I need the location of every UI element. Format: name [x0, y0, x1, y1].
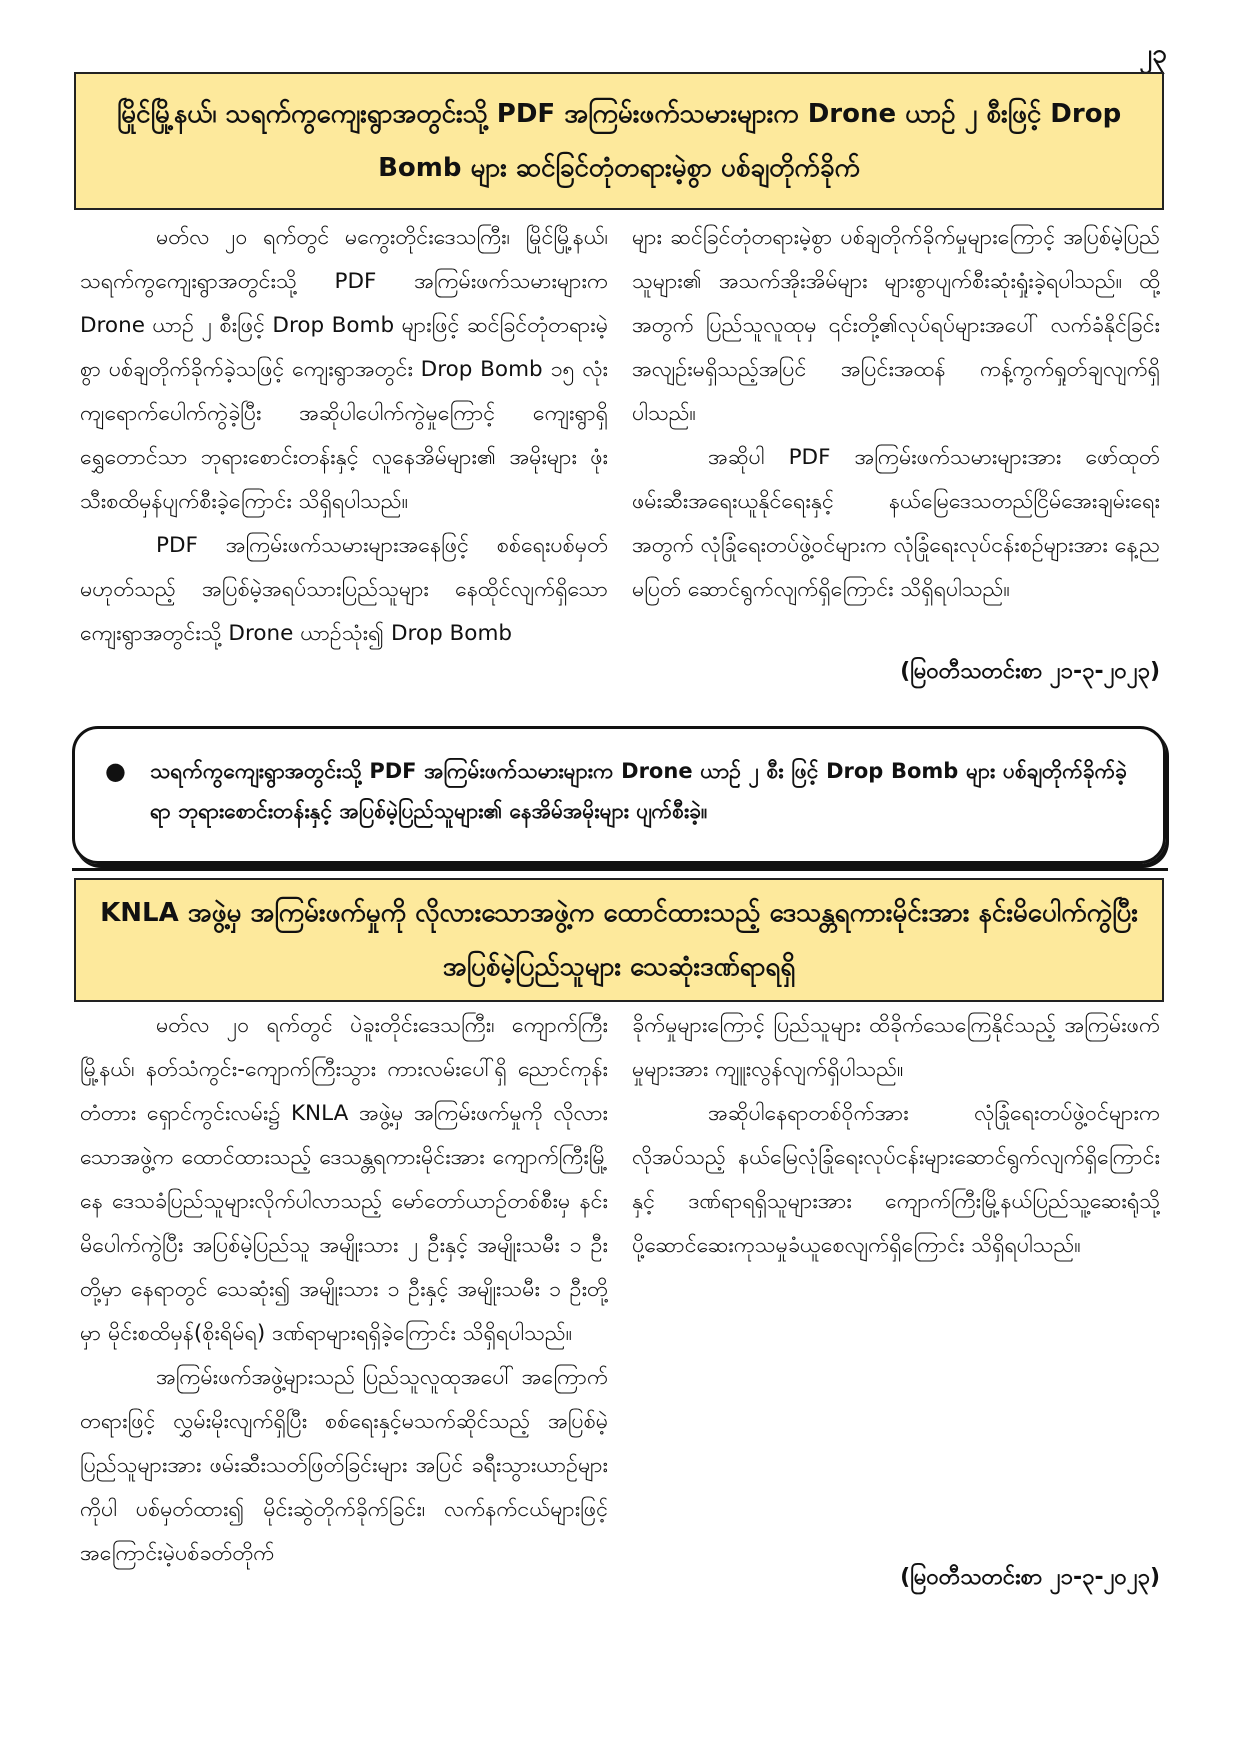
section-divider	[72, 868, 1168, 871]
page-number: ၂၃	[1139, 39, 1167, 69]
summary-box	[72, 726, 1166, 864]
article2-left-column	[80, 1004, 608, 1576]
article1-headline-box	[74, 72, 1164, 210]
article1-source: (မြဝတီသတင်းစာ ၂၁-၃-၂၀၂၃)	[900, 659, 1160, 684]
article2-source: (မြဝတီသတင်းစာ ၂၁-၃-၂၀၂၃)	[900, 1565, 1160, 1590]
article2-right-column	[632, 1004, 1160, 1268]
article2-right-paragraph-2: အဆိုပါနေရာတစ်ဝိုက်အား လုံခြုံရေးတပ်ဖွဲ့ဝင်များက လိုအပ်သည့် နယ်မြေလုံခြုံရေးလုပ်ငန်းများဆောင်ရွက်လျက်ရှိကြောင်းနှင့် ဒဏ်ရာရရှိသူများအား ကျောက်ကြီးမြို့နယ်ပြည်သူ့ဆေးရုံသို့ ပို့ဆောင်ဆေးကုသမှုခံယူစေလျက်ရှိကြောင်း သိရှိရပါသည်။	[632, 1101, 1160, 1258]
article1-left-paragraph-1: မတ်လ ၂၀ ရက်တွင် မကွေးတိုင်းဒေသကြီး၊ မြိုင်မြို့နယ်၊ သရက်ကွကျေးရွာအတွင်းသို့ PDF အကြမ်းဖက်သမားများက Drone ယာဉ် ၂ စီးဖြင့် Drop Bomb များဖြင့် ဆင်ခြင်တုံတရားမဲ့စွာ ပစ်ချတိုက်ခိုက်ခဲ့သဖြင့် ကျေးရွာအတွင်း Drop Bomb ၁၅ လုံး ကျရောက်ပေါက်ကွဲခဲ့ပြီး အဆိုပါပေါက်ကွဲမှုကြောင့် ကျေးရွာရှိ ရွှေတောင်သာ ဘုရားစောင်းတန်းနှင့် လူနေအိမ်များ၏ အမိုးများ ဖုံးသီးစထိမှန်ပျက်စီးခဲ့ကြောင်း သိရှိရပါသည်။	[80, 225, 608, 514]
bullet-icon: ●	[105, 757, 126, 785]
summary-text: သရက်ကွကျေးရွာအတွင်းသို့ PDF အကြမ်းဖက်သမားများက Drone ယာဉ် ၂ စီး ဖြင့် Drop Bomb များ ပစ်ချတိုက်ခိုက်ခဲ့ရာ ဘုရားစောင်းတန်းနှင့် အပြစ်မဲ့ပြည်သူများ၏ နေအိမ်အမိုးများ ပျက်စီးခဲ့။	[149, 759, 1127, 823]
article1-right-column	[632, 216, 1160, 612]
article1-left-paragraph-2: PDF အကြမ်းဖက်သမားများအနေဖြင့် စစ်ရေးပစ်မှတ်မဟုတ်သည့် အပြစ်မဲ့အရပ်သားပြည်သူများ နေထိုင်လျက်ရှိသော ကျေးရွာအတွင်းသို့ Drone ယာဉ်သုံး၍ Drop Bomb	[80, 533, 608, 646]
article2-right-paragraph-1: ခိုက်မှုများကြောင့် ပြည်သူများ ထိခိုက်သေကြေနိုင်သည့် အကြမ်းဖက်မှုများအား ကျူးလွန်လျက်ရှိပါသည်။	[632, 1013, 1160, 1082]
article2-headline-box	[74, 878, 1164, 1002]
article1-left-column	[80, 216, 608, 656]
article2-headline: KNLA အဖွဲ့မှ အကြမ်းဖက်မှုကို လိုလားသောအဖွဲ့က ထောင်ထားသည့် ဒေသန္တရကားမိုင်းအား နင်းမိပေါက်ကွဲပြီး အပြစ်မဲ့ပြည်သူများ သေဆုံးဒဏ်ရာရရှိ	[100, 898, 1138, 982]
article1-right-paragraph-2: အဆိုပါ PDF အကြမ်းဖက်သမားများအား ဖော်ထုတ်ဖမ်းဆီးအရေးယူနိုင်ရေးနှင့် နယ်မြေဒေသတည်ငြိမ်အေးချမ်းရေးအတွက် လုံခြုံရေးတပ်ဖွဲ့ဝင်များက လုံခြုံရေးလုပ်ငန်းစဉ်များအား နေ့ညမပြတ် ဆောင်ရွက်လျက်ရှိကြောင်း သိရှိရပါသည်။	[632, 445, 1160, 602]
article2-left-paragraph-1: မတ်လ ၂၀ ရက်တွင် ပဲခူးတိုင်းဒေသကြီး၊ ကျောက်ကြီးမြို့နယ်၊ နတ်သံကွင်း-ကျောက်ကြီးသွား ကားလမ်းပေါ်ရှိ ညောင်ကုန်းတံတား ရှောင်ကွင်းလမ်း၌ KNLA အဖွဲ့မှ အကြမ်းဖက်မှုကို လိုလားသောအဖွဲ့က ထောင်ထားသည့် ဒေသန္တရကားမိုင်းအား ကျောက်ကြီးမြို့နေ ဒေသခံပြည်သူများလိုက်ပါလာသည့် မော်တော်ယာဉ်တစ်စီးမှ နင်းမိပေါက်ကွဲပြီး အပြစ်မဲ့ပြည်သူ အမျိုးသား ၂ ဦးနှင့် အမျိုးသမီး ၁ ဦးတို့မှာ နေရာတွင် သေဆုံး၍ အမျိုးသား ၁ ဦးနှင့် အမျိုးသမီး ၁ ဦးတို့မှာ မိုင်းစထိမှန်(စိုးရိမ်ရ) ဒဏ်ရာများရရှိခဲ့ကြောင်း သိရှိရပါသည်။	[80, 1013, 608, 1346]
article1-headline: မြိုင်မြို့နယ်၊ သရက်ကွကျေးရွာအတွင်းသို့ PDF အကြမ်းဖက်သမားများက Drone ယာဉ် ၂ စီးဖြင့် Drop Bomb များ ဆင်ခြင်တုံတရားမဲ့စွာ ပစ်ချတိုက်ခိုက်	[116, 99, 1122, 183]
article2-left-paragraph-2: အကြမ်းဖက်အဖွဲ့များသည် ပြည်သူလူထုအပေါ် အကြောက်တရားဖြင့် လွှမ်းမိုးလျက်ရှိပြီး စစ်ရေးနှင့်မသက်ဆိုင်သည့် အပြစ်မဲ့ပြည်သူများအား ဖမ်းဆီးသတ်ဖြတ်ခြင်းများ အပြင် ခရီးသွားယာဉ်များကိုပါ ပစ်မှတ်ထား၍ မိုင်းဆွဲတိုက်ခိုက်ခြင်း၊ လက်နက်ငယ်များဖြင့် အကြောင်းမဲ့ပစ်ခတ်တိုက်	[80, 1365, 608, 1566]
article1-right-paragraph-1: များ ဆင်ခြင်တုံတရားမဲ့စွာ ပစ်ချတိုက်ခိုက်မှုများကြောင့် အပြစ်မဲ့ပြည်သူများ၏ အသက်အိုးအိမ်များ များစွာပျက်စီးဆုံးရှုံးခဲ့ရပါသည်။ ထို့အတွက် ပြည်သူလူထုမှ ၎င်းတို့၏လုပ်ရပ်များအပေါ် လက်ခံနိုင်ခြင်းအလျဉ်းမရှိသည့်အပြင် အပြင်းအထန် ကန့်ကွက်ရှုတ်ချလျက်ရှိပါသည်။	[632, 225, 1160, 426]
